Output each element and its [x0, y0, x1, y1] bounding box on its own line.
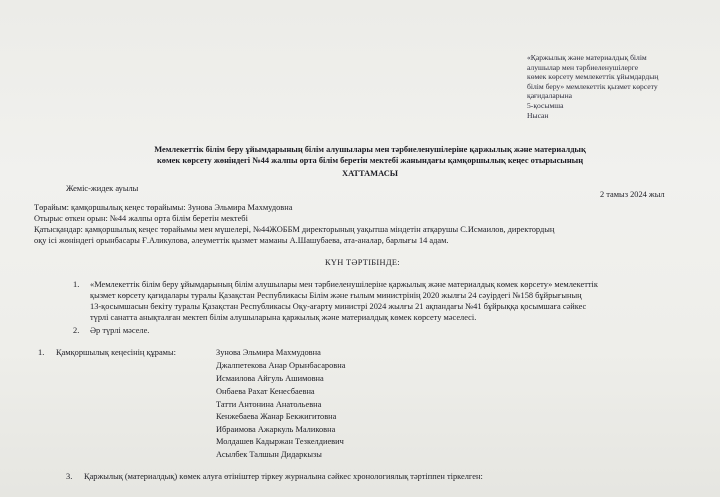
annex-line: алушылар мен тәрбиеленушілерге — [527, 62, 639, 72]
agenda-item1-line4: түрлі санатта анықталған мектеп білім алушыларына қаржылық және материалдық көмек көрсету мәселесі. — [90, 313, 477, 322]
document-title-protocol: ХАТТАМАСЫ — [342, 169, 398, 178]
attendees-line2: оқу ісі жөніндегі орынбасары Ғ.Аликулова, әлеуметтік қызмет маманы А.Шашубаева, ата-аналар, барлығы 14 адам. — [34, 236, 449, 245]
chair-value: қамқоршылық кеңес төрайымы: Зунова Эльмира Махмудовна — [68, 203, 293, 212]
agenda-item2-number: 2. — [73, 326, 80, 335]
council-member: Молдашев Кадыржан Тезкелдиевич — [216, 437, 344, 446]
agenda-item1-number: 1. — [73, 280, 80, 289]
annex-line: көмек көрсету мемлекеттік ұйымдардың — [527, 72, 659, 82]
council-number: 1. — [38, 348, 45, 357]
attendees-row — [34, 225, 554, 234]
council-member: Онбаева Рахат Кенесбаевна — [216, 387, 315, 396]
agenda-item1-line2: қызмет көрсету қағидалары туралы Қазақстан Республикасы Білім және ғылым министрінің 2020 жылғы 24 сәуірдегі №158 бұйрығының — [90, 291, 582, 300]
attendees-label: Қатысқандар: — [34, 225, 83, 234]
agenda-item1-line1: «Мемлекеттік білім беру ұйымдарының білім алушылары мен тәрбиеленушілеріне қаржылық және материалдық көмек көрсету» мемлекеттік — [90, 280, 598, 289]
venue-value: №44 жалпы орта білім беретін мектебі — [107, 214, 248, 223]
council-member: Джалпетекова Анар Орынбасаровна — [216, 361, 346, 370]
annex-line: қағидаларына — [527, 91, 573, 101]
attendees-line1: қамқоршылық кеңес төрайымы мен мүшелері, №44ЖОББМ директорының уақытша міндетін атқарушы С.Исмаилов, директордың — [82, 225, 555, 234]
annex-line: білім беру» мемлекеттік қызмет көрсету — [527, 81, 658, 91]
document-date: 2 тамыз 2024 жыл — [600, 190, 665, 199]
annex-line: 5-қосымша — [527, 100, 564, 110]
venue-label: Отырыс өткен орын: — [34, 214, 108, 223]
council-member: Кенжебаева Жанар Бекжигитовна — [216, 412, 337, 421]
council-member: Татти Антонина Анатольевна — [216, 400, 322, 409]
place-label: Жеміс-жидек ауылы — [66, 184, 139, 193]
section3-number: 3. — [66, 472, 73, 481]
agenda-item1-line3: 13-қосымшасын бекіту туралы Қазақстан Республикасы Оқу-ағарту министрі 2024 жылғы 21 ақпандағы №41 бұйрыққа қосымшаға сәйкес — [90, 302, 587, 311]
venue-row — [34, 214, 248, 223]
annex-line: «Қаржылық және материалдық білім — [527, 53, 647, 62]
agenda-item2-text: Әр түрлі мәселе. — [90, 326, 150, 335]
document-title-line2: көмек көрсету жөніндегі №44 жалпы орта білім беретін мектебі жанындағы қамқоршылық кеңес отырысының — [156, 156, 584, 165]
council-member: Ибраимова Ажаркуль Маликовна — [216, 425, 336, 434]
council-member: Исмаилова Айгуль Ашимовна — [216, 374, 324, 383]
annex-line: Нысан — [527, 110, 549, 120]
council-label: Қамқоршылық кеңесінің құрамы: — [56, 348, 176, 357]
section3-text: Қаржылық (материалдық) көмек алуға өтініштер тіркеу журналына сәйкес хронологиялық тәртіппен тіркелген: — [84, 472, 483, 481]
agenda-heading: КҮН ТӘРТІБІНДЕ: — [325, 258, 400, 267]
council-member: Зунова Эльмира Махмудовна — [216, 348, 321, 357]
chair-row — [34, 203, 292, 212]
annex-block — [527, 53, 707, 120]
document-title-line1: Мемлекеттік білім беру ұйымдарының білім алушылары мен тәрбиеленушілеріне қаржылық және материалдық — [154, 145, 586, 154]
chair-label: Төрайым: — [34, 203, 69, 212]
council-member: Асылбек Талшын Дидаркызы — [216, 450, 322, 459]
